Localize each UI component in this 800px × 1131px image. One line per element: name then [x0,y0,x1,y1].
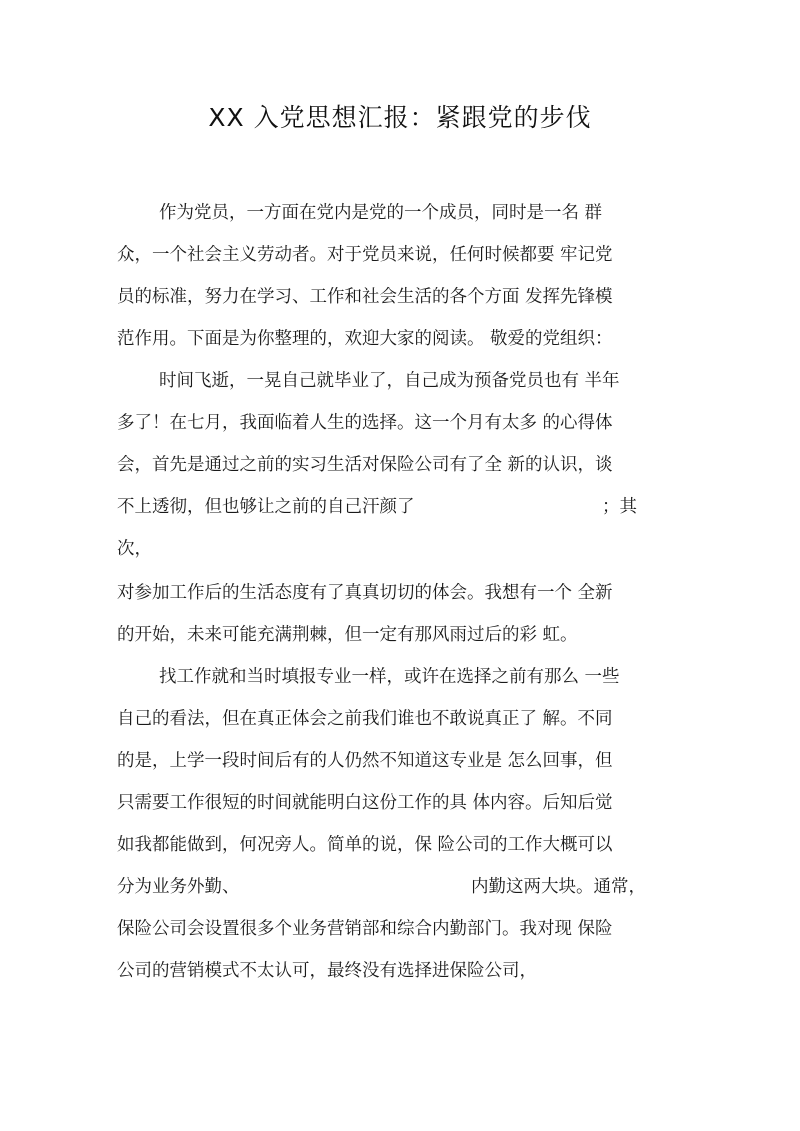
text-line: 保险公司会设置很多个业务营销部和综合内勤部门。我对现 保险 [117,919,613,939]
text-line: 的开始，未来可能充满荆棘，但一定有那风雨过后的彩 虹。 [117,625,578,645]
text-line: 的是，上学一段时间后有的人仍然不知道这专业是 怎么回事，但 [117,751,613,771]
text-line: 只需要工作很短的时间就能明白这份工作的具 体内容。后知后觉 [117,793,613,813]
document-title: XX 入党思想汇报：紧跟党的步伐 [208,103,592,132]
text-line: 不上透彻，但也够让之前的自己汗颜了 [117,497,415,517]
text-line: ；其 [602,497,637,517]
text-line: 时间飞逝，一晃自己就毕业了，自己成为预备党员也有 半年 [159,371,620,391]
text-line: 会，首先是通过之前的实习生活对保险公司有了全 新的认识，谈 [117,455,613,475]
text-line: 众，一个社会主义劳动者。对于党员来说，任何时候都要 牢记党 [117,245,613,265]
text-line: 多了！在七月，我面临着人生的选择。这一个月有太多 的心得体 [117,413,613,433]
text-line: 分为业务外勤、 [117,877,240,897]
text-line: 如我都能做到，何况旁人。简单的说，保 险公司的工作大概可以 [117,835,613,855]
text-line: 次， [117,539,152,559]
text-line: 作为党员，一方面在党内是党的一个成员，同时是一名 群 [159,203,603,223]
text-line: 员的标准，努力在学习、工作和社会生活的各个方面 发挥先锋模 [117,287,613,307]
text-line: 找工作就和当时填报专业一样，或许在选择之前有那么 一些 [159,667,620,687]
text-line: 对参加工作后的生活态度有了真真切切的体会。我想有一个 全新 [117,583,613,603]
text-line: 内勤这两大块。通常， [471,877,646,897]
text-line: 公司的营销模式不太认可，最终没有选择进保险公司， [117,961,537,981]
text-line: 范作用。下面是为你整理的，欢迎大家的阅读。 敬爱的党组织： [117,329,613,349]
text-line: 自己的看法，但在真正体会之前我们谁也不敢说真正了 解。不同 [117,709,613,729]
